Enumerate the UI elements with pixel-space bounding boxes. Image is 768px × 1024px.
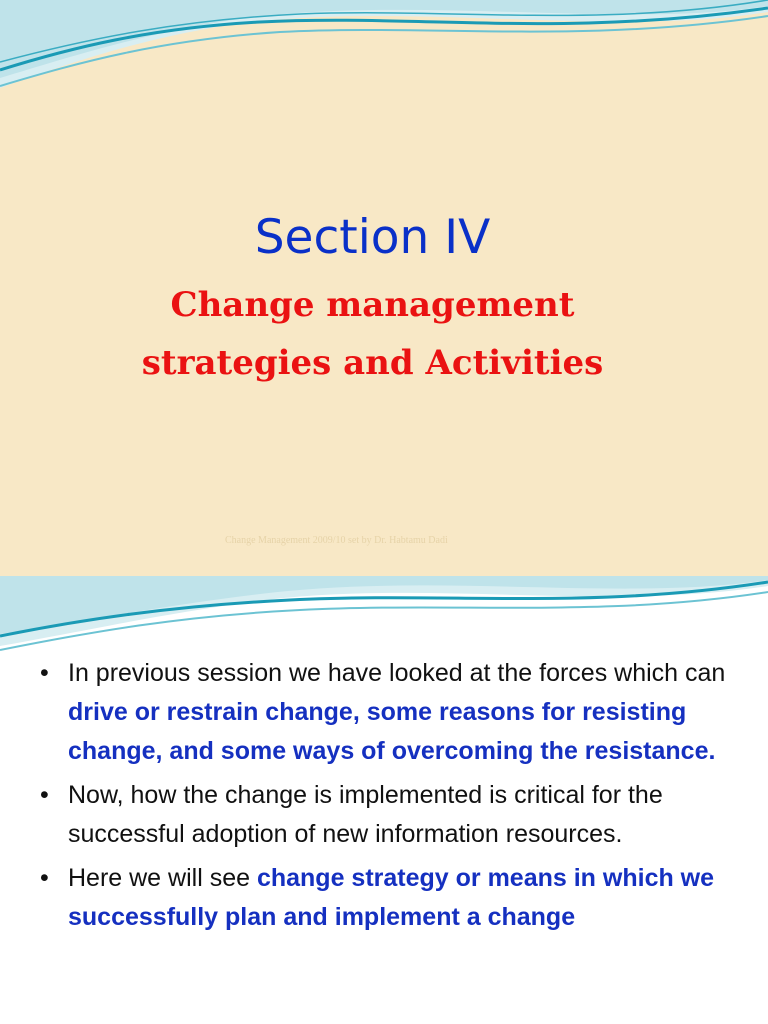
bullet-highlight: change strategy or means in which we successfully plan and implement a change: [68, 864, 715, 931]
subtitle-line-2: strategies and Activities: [141, 343, 604, 383]
bullet-list: [40, 654, 730, 942]
subtitle-line-1: Change management: [170, 285, 575, 325]
slide-subtitle: [0, 276, 745, 392]
slide-title-text: Section IV: [254, 210, 491, 265]
bullet-text: In previous session we have looked at the forces which can: [68, 659, 726, 687]
bullet-text: Here we will see: [68, 864, 257, 892]
bullet-item: [40, 776, 730, 854]
bullet-marker: •: [40, 864, 49, 892]
bullet-item: [40, 654, 730, 771]
wave-decoration-middle: [0, 576, 768, 666]
bullet-text: Now, how the change is implemented is critical for the successful adoption of new information resources.: [68, 781, 663, 848]
bullet-highlight: drive or restrain change, some reasons for resisting change, and some ways of overcoming the resistance.: [68, 698, 716, 765]
slide-footer: Change Management 2009/10 set by Dr. Habtamu Dadi: [225, 535, 448, 546]
bullet-marker: •: [40, 659, 49, 687]
wave-decoration-top: [0, 0, 768, 110]
bullet-marker: •: [40, 781, 49, 809]
slide-content: [0, 576, 768, 1024]
bullet-item: [40, 859, 730, 937]
